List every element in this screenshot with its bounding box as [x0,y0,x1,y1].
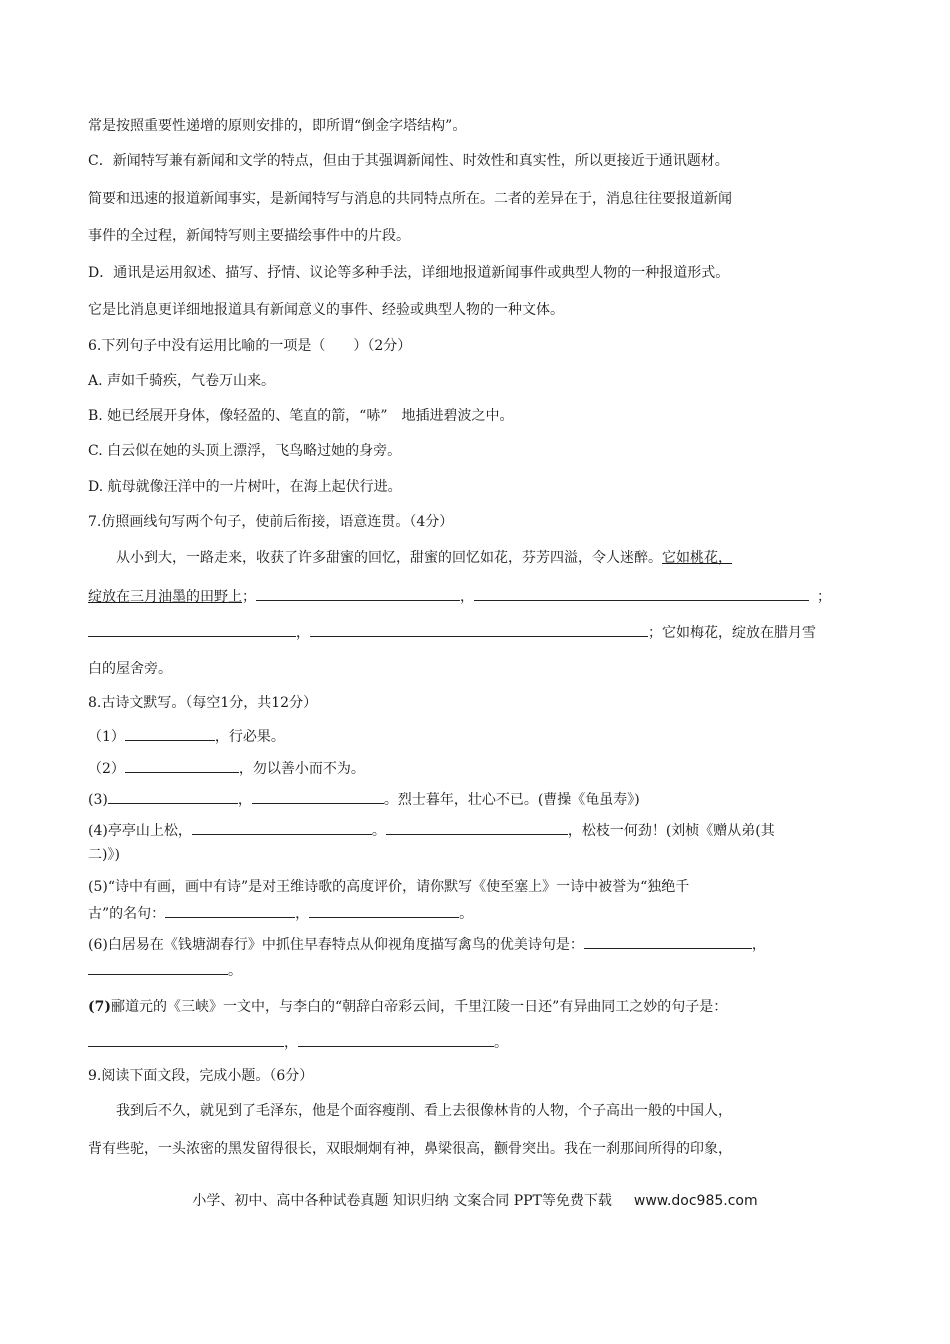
comma: ， [460,589,474,605]
footer-text: 小学、初中、高中各种试卷真题 知识归纳 文案合同 PPT等免费下载 [192,1193,612,1209]
question-7-passage-line4: 白的屋舍旁。 [88,661,172,677]
answer-blank-4[interactable] [310,622,648,637]
dictation-blank[interactable] [584,934,752,949]
dictation-item-4: (4)亭亭山上松， 。 ，松枝一何劲！(刘桢《赠从弟(其 [88,820,775,841]
dictation-blank[interactable] [192,820,372,835]
semicolon-end: ； [817,589,831,605]
option-b-text: B. 她已经展开身体，像轻盈的、笔直的箭，“哧” [88,408,388,424]
question-9-passage-line1: 我到后不久，就见到了毛泽东，他是个面容瘦削、看上去很像林肯的人物，个子高出一般的中国人， [116,1103,732,1119]
model-sentence-part2: 绽放在三月油墨的田野上 [88,589,242,605]
passage-tail: ；它如梅花，绽放在腊月雪 [648,625,816,641]
dictation-item-3: (3) ， 。烈士暮年，壮心不已。(曹操《龟虽寿》) [88,789,640,810]
dictation-blank[interactable] [309,903,459,918]
dictation-blank[interactable] [298,1032,494,1047]
answer-blank-3[interactable] [88,622,296,637]
option-c-line1: C．新闻特写兼有新闻和文学的特点，但由于其强调新闻性、时效性和真实性，所以更接近于通讯题材。 [88,153,729,169]
semicolon: ； [242,589,256,605]
question-7-passage-line3 [88,622,816,643]
option-b-continuation: 常是按照重要性递增的原则安排的，即所谓“倒金字塔结构”。 [88,118,467,134]
dictation-item-2: （2） ，勿以善小而不为。 [88,758,365,779]
dictation-item-1: （1） ，行必果。 [88,726,285,747]
dictation-blank[interactable] [252,789,384,804]
question-6-option-c: C. 白云似在她的头顶上漂浮，飞鸟略过她的身旁。 [88,443,402,459]
dictation-blank[interactable] [108,789,238,804]
page-footer [0,1191,950,1211]
question-6-stem: 6.下列句子中没有运用比喻的一项是（ ）（2分） [88,338,412,354]
option-d-line1: D．通讯是运用叙述、描写、抒情、议论等多种手法，详细地报道新闻事件或典型人物的一种报道形式。 [88,265,730,281]
footer-url[interactable]: www.doc985.com [633,1193,758,1209]
dictation-item-5: (5)“诗中有画，画中有诗”是对王维诗歌的高度评价，请你默写《使至塞上》一诗中被誉为“独绝千 [88,879,690,895]
dictation-blank[interactable] [125,726,215,741]
dictation-item-6-cont: 。 [88,960,242,981]
question-7-stem: 7.仿照画线句写两个句子，使前后衔接，语意连贯。（4分） [88,514,454,530]
dictation-item-7-cont: ， 。 [88,1032,508,1053]
question-7-passage-line1 [116,548,732,568]
answer-blank-2[interactable] [474,586,809,601]
dictation-blank[interactable] [165,903,295,918]
answer-blank-1[interactable] [256,586,460,601]
option-c-line2: 简要和迅速的报道新闻事实，是新闻特写与消息的共同特点所在。二者的差异在于，消息往往要报道新闻 [88,191,732,207]
question-8-stem: 8.古诗文默写。（每空1分，共12分） [88,695,318,711]
option-c-line3: 事件的全过程，新闻特写则主要描绘事件中的片段。 [88,228,410,244]
question-9-stem: 9.阅读下面文段，完成小题。（6分） [88,1068,314,1084]
dictation-blank[interactable] [88,960,228,975]
question-6-option-a: A. 声如千骑疾，气卷万山来。 [88,373,276,389]
dictation-item-7: (7)郦道元的《三峡》一文中，与李白的“朝辞白帝彩云间，千里江陵一日还”有异曲同工之妙的句子是： [88,999,728,1015]
question-6-option-b [88,406,514,426]
passage-text: 从小到大，一路走来，收获了许多甜蜜的回忆，甜蜜的回忆如花，芬芳四溢，令人迷醉。 [116,550,662,566]
question-6-option-d: D. 航母就像汪洋中的一片树叶，在海上起伏行进。 [88,479,402,495]
dictation-blank[interactable] [88,1032,284,1047]
dictation-blank[interactable] [386,820,568,835]
comma: ， [296,625,310,641]
option-b-text-tail: 地插进碧波之中。 [401,408,514,424]
model-sentence-part1: 它如桃花， [662,550,732,566]
option-d-line2: 它是比消息更详细地报道具有新闻意义的事件、经验或典型人物的一种文体。 [88,302,564,318]
dictation-blank[interactable] [125,758,239,773]
question-7-passage-line2 [88,586,831,607]
dictation-item-4-cont: 二)》) [88,847,120,863]
question-9-passage-line2: 背有些驼，一头浓密的黑发留得很长，双眼炯炯有神，鼻梁很高，颧骨突出。我在一刹那间所得的印象， [88,1141,732,1157]
dictation-item-5-cont: 古”的名句： ， 。 [88,903,473,924]
dictation-item-6: (6)白居易在《钱塘湖春行》中抓住早春特点从仰视角度描写禽鸟的优美诗句是： ， [88,934,766,955]
